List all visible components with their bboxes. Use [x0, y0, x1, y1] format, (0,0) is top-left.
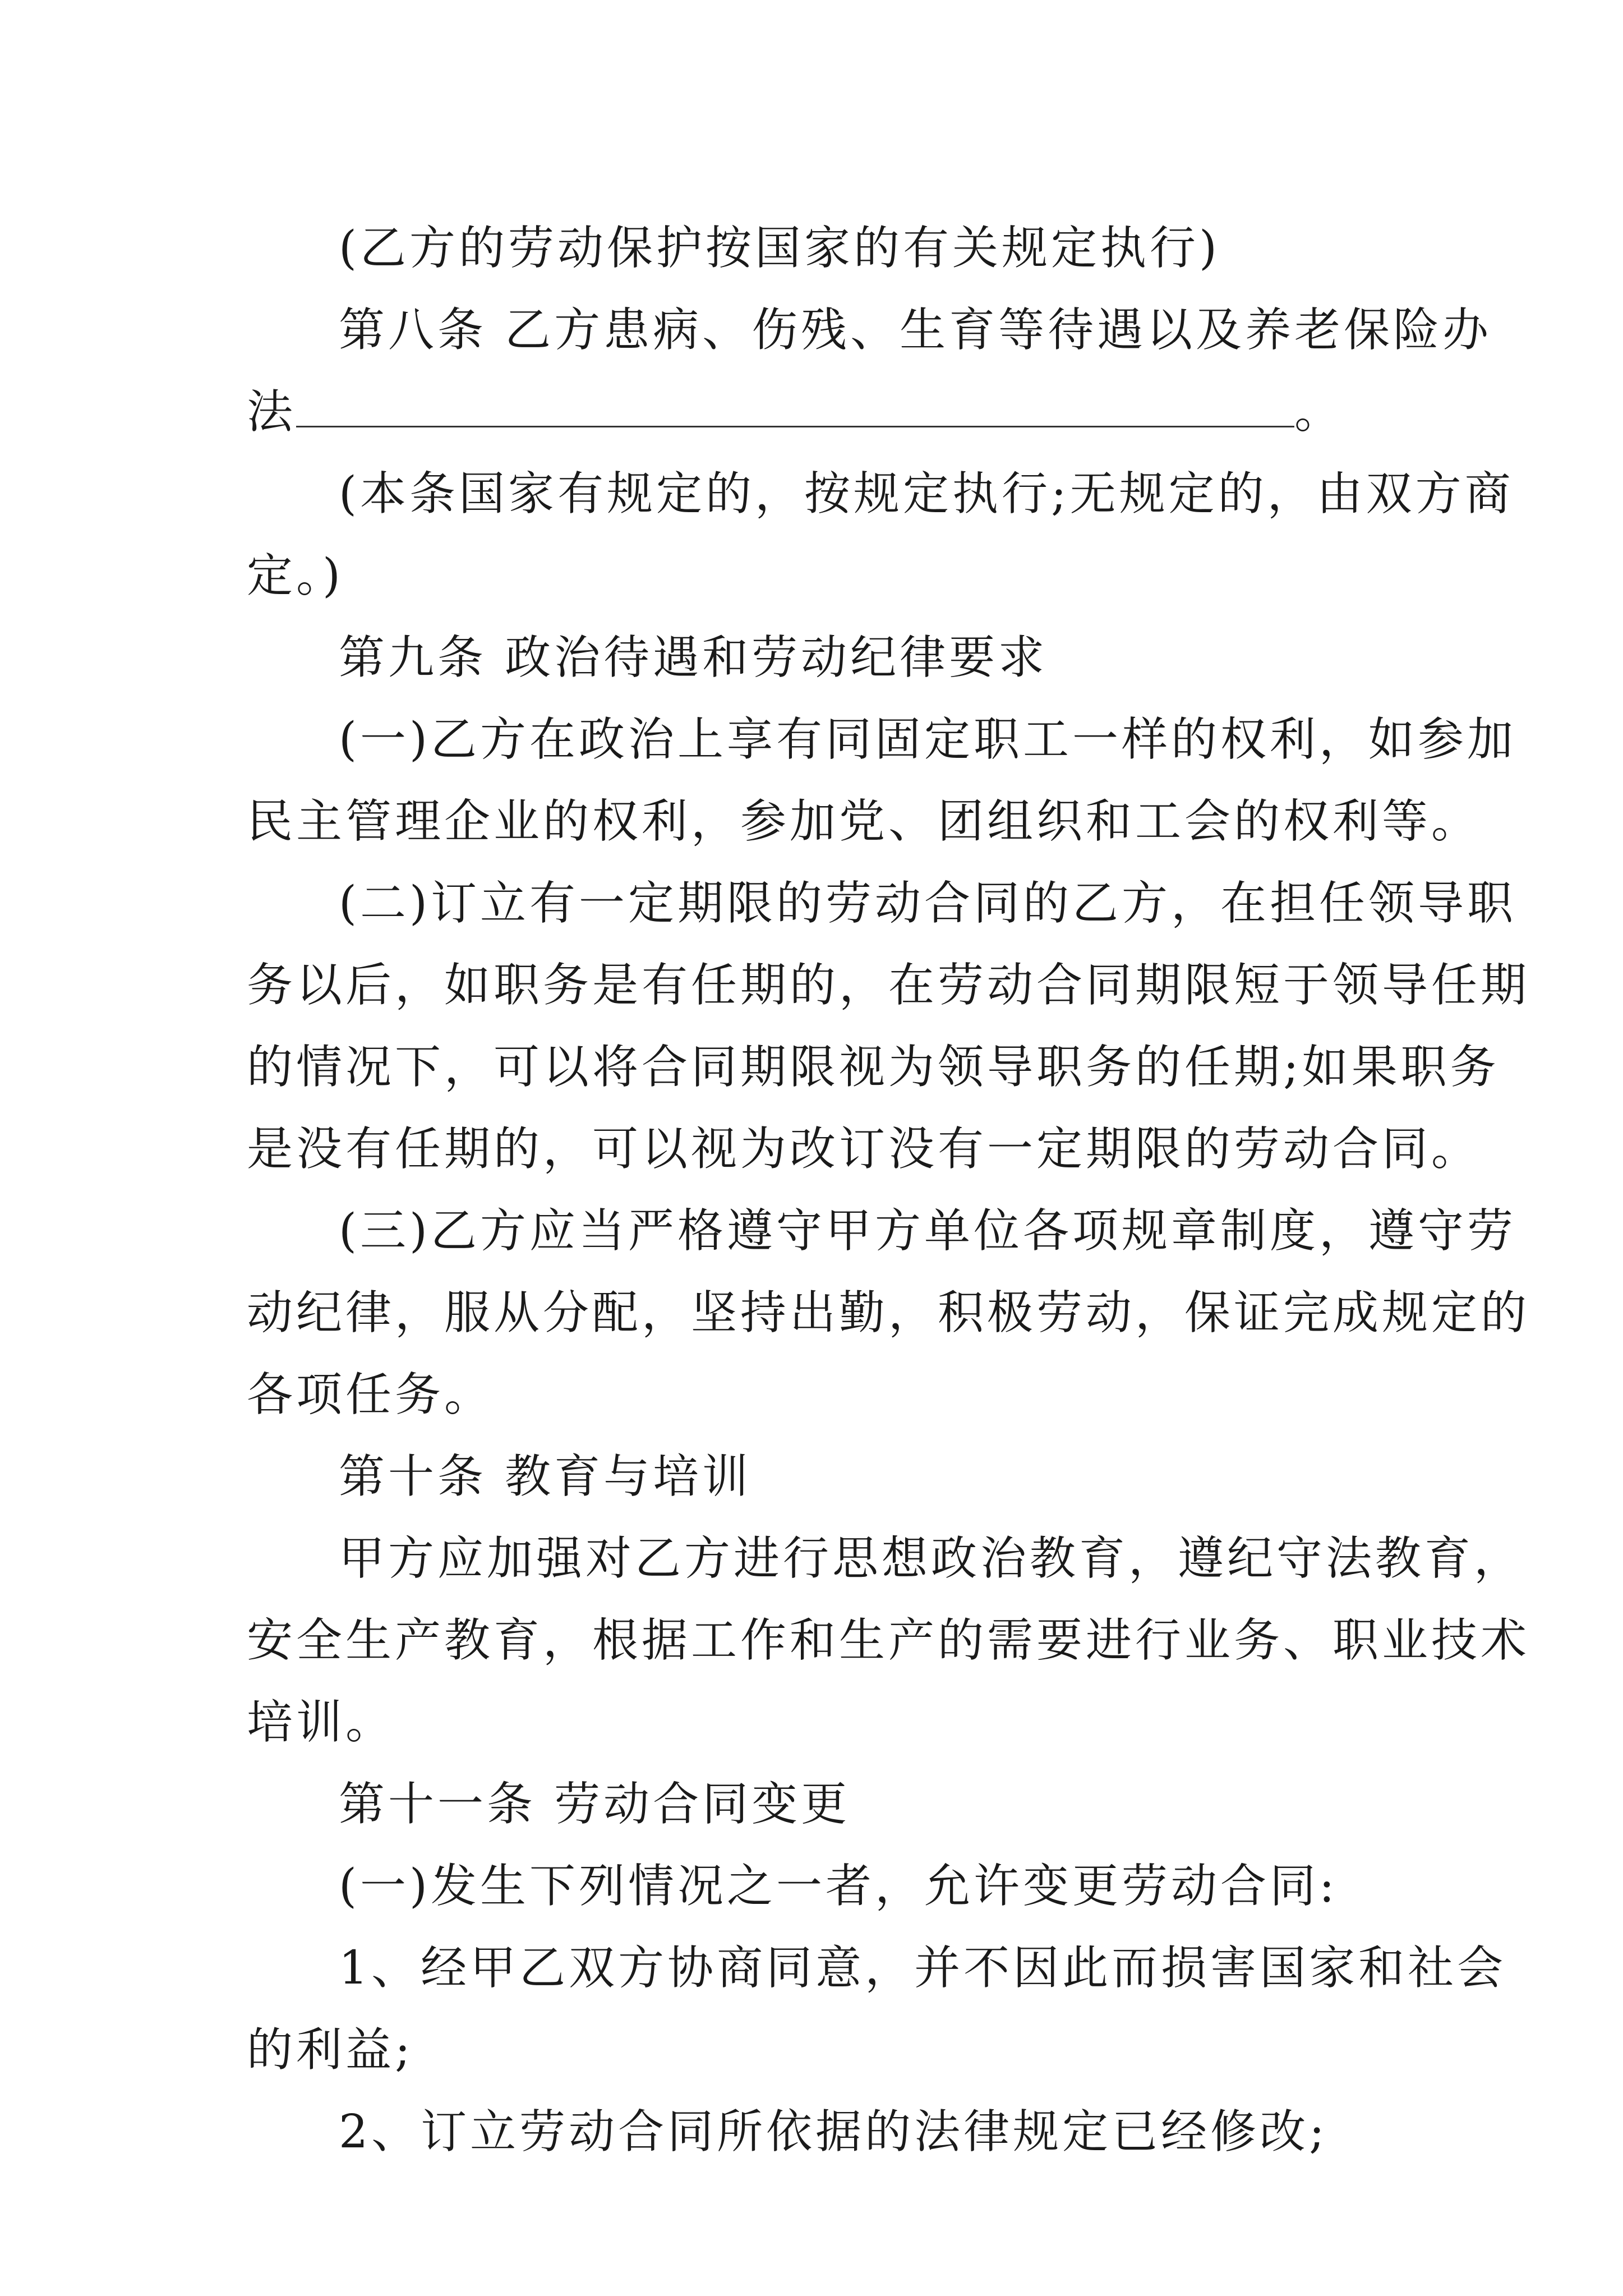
contract-text [247, 208, 1530, 2173]
paragraph-line: 甲方应加强对乙方进行思想政治教育，遵纪守法教育， [339, 1532, 1524, 1585]
paragraph-line: 各项任务。 [247, 1368, 494, 1421]
article-8-heading: 第八条 乙方患病、伤残、生育等待遇以及养老保险办 [339, 303, 1492, 357]
article-10-heading: 第十条 教育与培训 [339, 1450, 752, 1503]
fill-in-line [247, 371, 1413, 453]
paragraph-line: 培训。 [247, 1696, 395, 1749]
paragraph-line: 的利益; [247, 2023, 414, 2077]
blank-underline [296, 384, 1294, 427]
paragraph-line: 安全生产教育，根据工作和生产的需要进行业务、职业技术 [247, 1614, 1530, 1667]
list-item: 2、订立劳动合同所依据的法律规定已经修改; [339, 2105, 1328, 2159]
article-11-heading: 第十一条 劳动合同变更 [339, 1778, 851, 1831]
fill-in-prefix: 法 [247, 385, 297, 439]
paragraph-line: 的情况下，可以将合同期限视为领导职务的任期;如果职务 [247, 1041, 1500, 1094]
fill-in-suffix: 。 [1294, 385, 1344, 439]
paragraph-line: 定。) [247, 549, 344, 602]
paragraph-line: 动纪律，服从分配，坚持出勤，积极劳动，保证完成规定的 [247, 1286, 1530, 1340]
paragraph-line: (二)订立有一定期限的劳动合同的乙方，在担任领导职 [339, 877, 1516, 930]
paragraph-line: 民主管理企业的权利，参加党、团组织和工会的权利等。 [247, 795, 1481, 848]
paragraph-line: (一)乙方在政治上享有同固定职工一样的权利，如参加 [339, 713, 1516, 766]
paragraph-line: (一)发生下列情况之一者，允许变更劳动合同: [339, 1860, 1338, 1913]
paragraph-line: (本条国家有规定的，按规定执行;无规定的，由双方商 [339, 467, 1514, 521]
paragraph-line: (三)乙方应当严格遵守甲方单位各项规章制度，遵守劳 [339, 1204, 1516, 1258]
paragraph-line: 务以后，如职务是有任期的，在劳动合同期限短于领导任期 [247, 959, 1530, 1012]
list-item: 1、经甲乙双方协商同意，并不因此而损害国家和社会 [339, 1941, 1507, 1995]
paragraph-line: (乙方的劳动保护按国家的有关规定执行) [339, 222, 1220, 275]
article-9-heading: 第九条 政治待遇和劳动纪律要求 [339, 631, 1048, 684]
paragraph-line: 是没有任期的，可以视为改订没有一定期限的劳动合同。 [247, 1122, 1481, 1176]
